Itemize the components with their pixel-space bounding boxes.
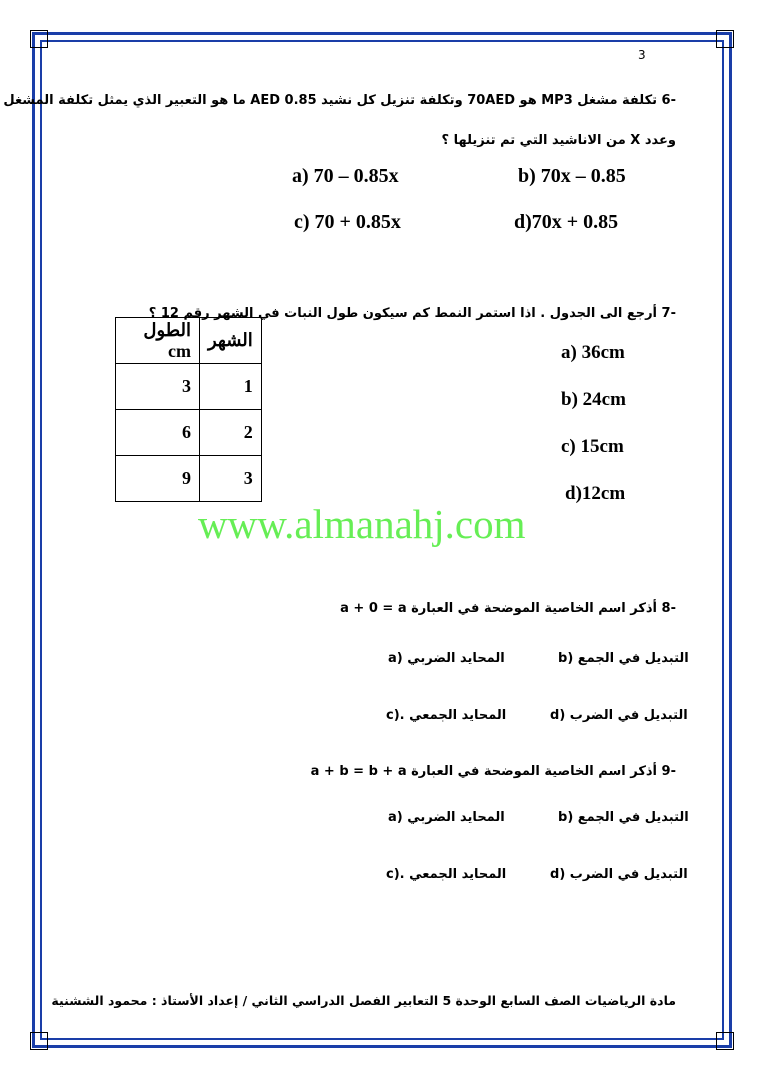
table-row [116,364,262,410]
q7-option-a: a) 36cm [561,342,625,363]
table-row [116,456,262,502]
corner-ornament-top-left [30,30,48,48]
watermark: www.almanahj.com [198,501,526,547]
table-row [116,410,262,456]
q8-question-line: -8 أذكر اسم الخاصية الموضحة في العبارة a + 0 = a [340,601,676,616]
corner-ornament-bottom-left [30,1032,48,1050]
table-cell-month: 3 [200,456,262,502]
q6-option-c: c) 70 + 0.85x [294,211,401,233]
q6-option-b: b) 70x – 0.85 [518,165,626,187]
table-header-length: الطول cm [116,318,200,364]
table-header-month: الشهر [200,318,262,364]
table-cell-length: 3 [116,364,200,410]
table-cell-length: 6 [116,410,200,456]
q9-option-d: التبديل في الضرب (d [550,867,688,882]
q8-option-b: التبديل في الجمع (b [558,651,689,666]
q8-option-a: المحايد الضربي (a [388,651,505,666]
q7-option-b: b) 24cm [561,389,626,410]
table-cell-month: 2 [200,410,262,456]
growth-table [115,317,262,502]
corner-ornament-top-right [716,30,734,48]
q6-option-a: a) 70 – 0.85x [292,165,399,187]
q8-option-d: التبديل في الضرب (d [550,708,688,723]
q9-option-c: المحايد الجمعي .(c [386,867,507,882]
q7-option-d: d)12cm [565,483,626,504]
q6-question-line1: -6 تكلفة مشغل MP3 هو 70AED وتكلفة تنزيل كل نشيد 0.85 AED ما هو التعبير الذي يمثل تكلفة المشغل [3,93,676,108]
table-cell-month: 1 [200,364,262,410]
q9-question-line: -9 أذكر اسم الخاصية الموضحة في العبارة a + b = b + a [310,764,676,779]
q6-option-d: d)70x + 0.85 [514,211,619,233]
corner-ornament-bottom-right [716,1032,734,1050]
q9-option-a: المحايد الضربي (a [388,810,505,825]
table-cell-length: 9 [116,456,200,502]
q9-option-b: التبديل في الجمع (b [558,810,689,825]
page-number: 3 [638,48,646,62]
q7-question-line: -7 أرجع الى الجدول . اذا استمر النمط كم سيكون طول النبات في الشهر رقم 12 ؟ [148,306,676,321]
page-footer: مادة الرياضيات الصف السابع الوحدة 5 التعابير الفصل الدراسي الثاني / إعداد الأستاذ : محمود الششنية [51,993,676,1008]
q7-option-c: c) 15cm [561,436,624,457]
table-header-row [116,318,262,364]
q8-option-c: المحايد الجمعي .(c [386,708,507,723]
q6-question-line2: وعدد X من الاناشيد التي تم تنزيلها ؟ [441,133,676,148]
